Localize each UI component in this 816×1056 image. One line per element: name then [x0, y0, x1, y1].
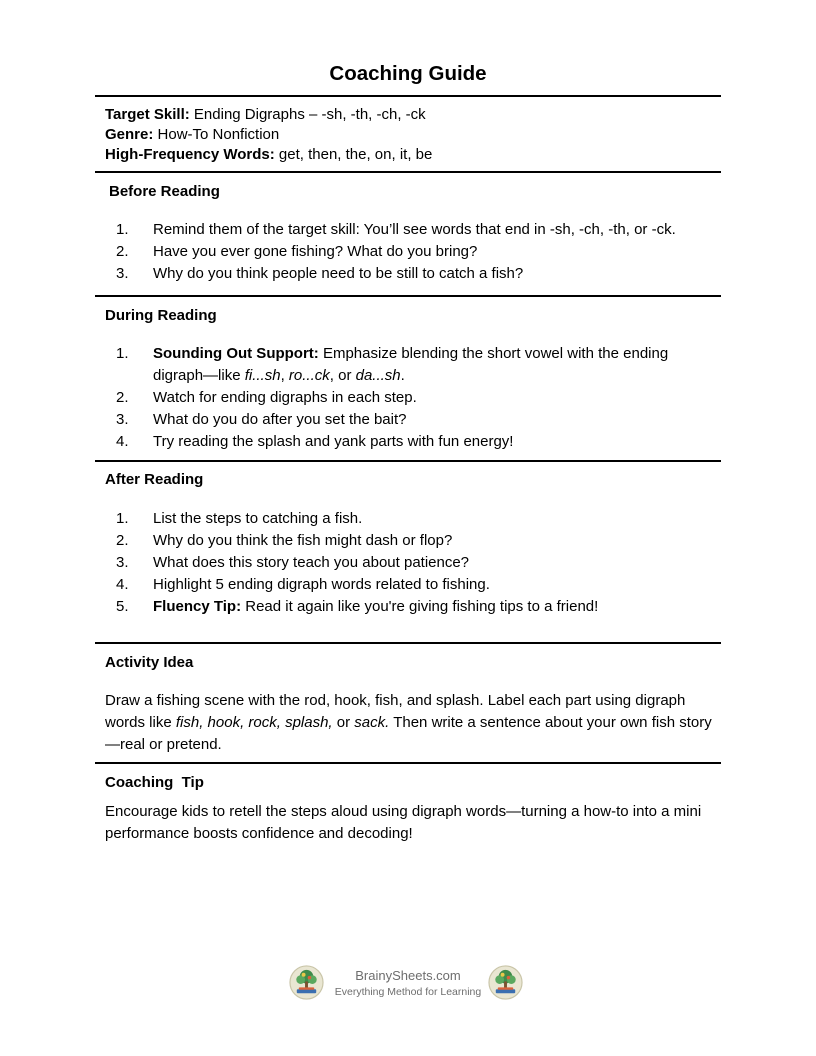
list-item-text: Highlight 5 ending digraph words related to fishing.: [153, 576, 490, 593]
list-item-text: [153, 596, 598, 618]
target-skill-line: [105, 105, 426, 125]
list-item-number: 5.: [116, 598, 129, 615]
list-item-number: 2.: [116, 532, 129, 549]
coaching-tip-heading: Coaching Tip: [105, 774, 204, 791]
divider: [95, 295, 721, 297]
list-item-text: [153, 343, 668, 365]
paragraph-text-part: Then write a sentence about your own fish story—real or pretend.: [105, 714, 712, 753]
list-item-text: List the steps to catching a fish.: [153, 510, 363, 527]
page-title: Coaching Guide: [329, 62, 487, 85]
list-item-text: What do you do after you set the bait?: [153, 411, 407, 428]
divider: [95, 642, 721, 644]
brainysheets-logo-icon: [289, 965, 324, 1000]
divider: [95, 460, 721, 462]
paragraph-text-part: Draw a fishing scene with the rod, hook, fish, and splash. Label each part using digraph words like: [105, 692, 686, 731]
list-item-number: 3.: [116, 411, 129, 428]
list-item-text: Have you ever gone fishing? What do you bring?: [153, 243, 478, 260]
example-words: fish, hook, rock, splash,: [175, 714, 333, 731]
high-frequency-words-label: High-Frequency Words:: [105, 146, 275, 163]
before-reading-heading: Before Reading: [109, 183, 220, 200]
example-word: fi...sh: [244, 367, 281, 384]
list-item-text-part: .: [400, 367, 405, 384]
coaching-tip-text: Encourage kids to retell the steps aloud using digraph words—turning a how-to into a mini performance boosts confidence and decoding!: [105, 803, 702, 842]
high-frequency-words-value: get, then, the, on, it, be: [274, 146, 433, 163]
list-item-number: 2.: [116, 389, 129, 406]
list-item-text: Remind them of the target skill: You’ll see words that end in -sh, -ch, -th, or -ck.: [153, 221, 676, 238]
list-item-text-part: Read it again like you're giving fishing tips to a friend!: [241, 598, 599, 615]
list-item-text: Why do you think the fish might dash or flop?: [153, 532, 453, 549]
target-skill-value: Ending Digraphs – -sh, -th, -ch, -ck: [189, 106, 426, 123]
example-word: sack.: [354, 714, 390, 731]
list-item-text-part: , or: [329, 367, 356, 384]
list-item-text-part: ,: [280, 367, 289, 384]
high-frequency-words-line: [105, 145, 432, 165]
footer: [289, 964, 525, 1004]
list-item-text: What does this story teach you about patience?: [153, 554, 470, 571]
genre-label: Genre:: [105, 126, 154, 143]
list-item-number: 4.: [116, 433, 129, 450]
genre-value: How-To Nonfiction: [153, 126, 280, 143]
genre-line: [105, 125, 279, 145]
list-item-text-part: digraph—like: [153, 367, 245, 384]
example-word: ro...ck: [288, 367, 330, 384]
list-item-text: Why do you think people need to be still to catch a fish?: [153, 265, 524, 282]
list-item-text-part: Emphasize blending the short vowel with the ending: [318, 345, 669, 362]
sounding-out-support-label: Sounding Out Support:: [153, 345, 319, 362]
list-item-number: 2.: [116, 243, 129, 260]
activity-idea-text: [105, 690, 721, 756]
target-skill-label: Target Skill:: [105, 106, 190, 123]
example-word: da...sh: [355, 367, 401, 384]
list-item-number: 4.: [116, 576, 129, 593]
list-item-text: Watch for ending digraphs in each step.: [153, 389, 417, 406]
brainysheets-logo-icon: [488, 965, 523, 1000]
divider: [95, 171, 721, 173]
footer-tagline: Everything Method for Learning: [334, 986, 482, 998]
divider: [95, 95, 721, 97]
list-item-number: 1.: [116, 510, 129, 527]
paragraph-text-part: or: [332, 714, 355, 731]
list-item-number: 1.: [116, 221, 129, 238]
list-item-text: Try reading the splash and yank parts with fun energy!: [153, 433, 514, 450]
list-item-number: 1.: [116, 345, 129, 362]
fluency-tip-label: Fluency Tip:: [153, 598, 242, 615]
list-item-number: 3.: [116, 554, 129, 571]
divider: [95, 762, 721, 764]
after-reading-heading: After Reading: [105, 471, 204, 488]
footer-site-name: BrainySheets.com: [355, 968, 461, 983]
activity-idea-heading: Activity Idea: [105, 654, 194, 671]
list-item-number: 3.: [116, 265, 129, 282]
during-reading-heading: During Reading: [105, 307, 217, 324]
list-item-text: [153, 365, 405, 387]
